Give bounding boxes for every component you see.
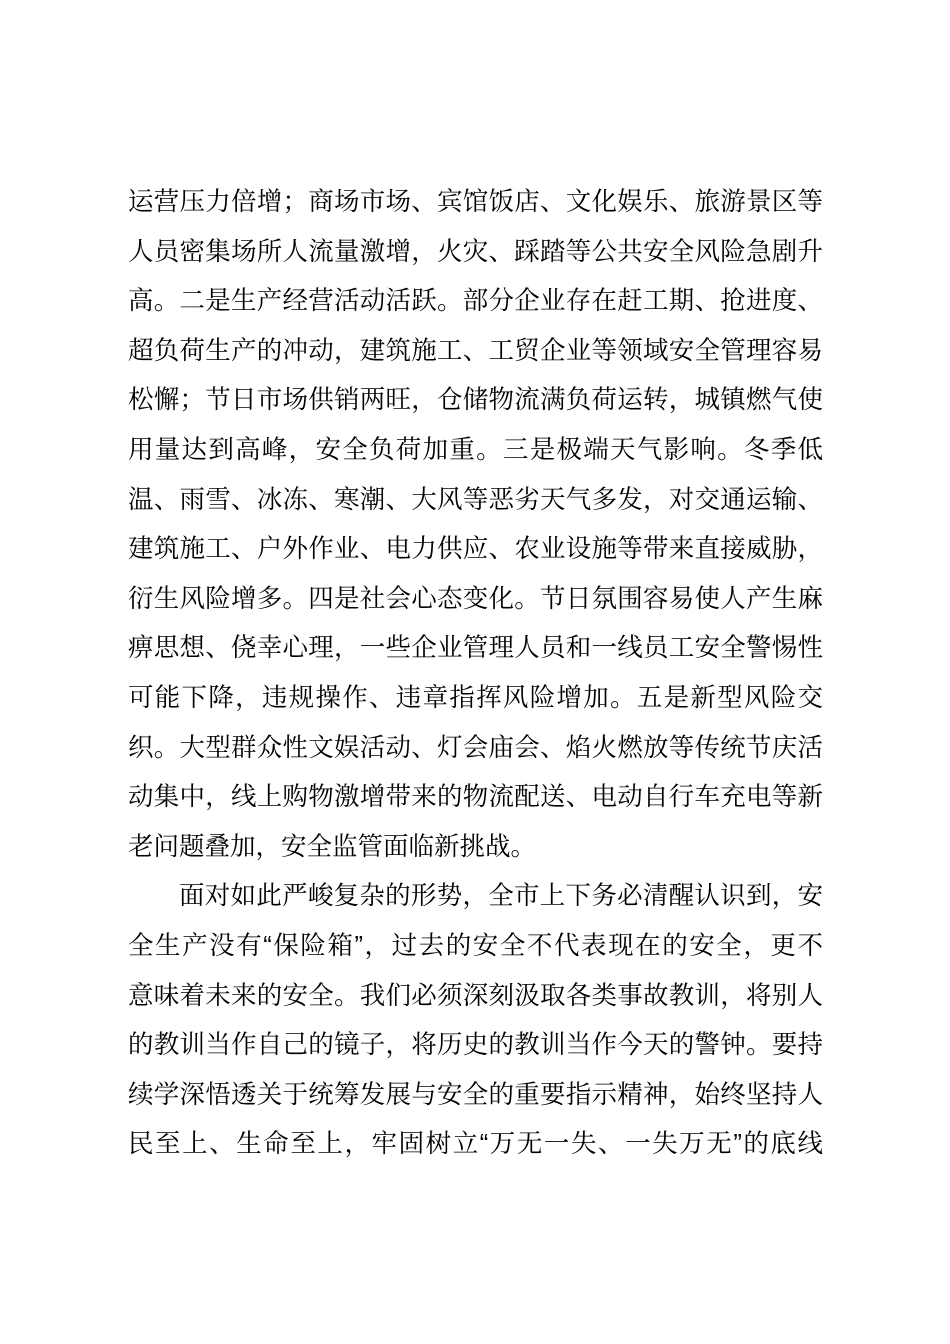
paragraph-conclusion	[128, 872, 823, 1170]
text-line: 全生产没有“保险箱”，过去的安全不代表现在的安全，更不	[128, 931, 823, 960]
text-line: 超负荷生产的冲动，建筑施工、工贸企业等领域安全管理容易	[128, 336, 823, 365]
text-line: 温、雨雪、冰冻、寒潮、大风等恶劣天气多发，对交通运输、	[128, 485, 823, 514]
text-line: 运营压力倍增；商场市场、宾馆饭店、文化娱乐、旅游景区等	[128, 188, 823, 216]
text-line: 意味着未来的安全。我们必须深刻汲取各类事故教训，将别人	[128, 981, 823, 1010]
paragraph-risk-analysis	[128, 178, 823, 872]
text-line: 衍生风险增多。四是社会心态变化。节日氛围容易使人产生麻	[128, 584, 823, 613]
text-line: 高。二是生产经营活动活跃。部分企业存在赶工期、抢进度、	[128, 287, 823, 316]
text-line: 老问题叠加，安全监管面临新挑战。	[128, 832, 537, 861]
text-line: 人员密集场所人流量激增，火灾、踩踏等公共安全风险急剧升	[128, 237, 823, 266]
text-line: 的教训当作自己的镜子，将历史的教训当作今天的警钟。要持	[128, 1031, 823, 1060]
text-line: 面对如此严峻复杂的形势，全市上下务必清醒认识到，安	[179, 882, 823, 911]
text-line: 织。大型群众性文娱活动、灯会庙会、焰火燃放等传统节庆活	[128, 733, 823, 762]
text-line: 民至上、生命至上，牢固树立“万无一失、一失万无”的底线	[128, 1130, 823, 1159]
text-line: 动集中，线上购物激增带来的物流配送、电动自行车充电等新	[128, 783, 823, 812]
text-line: 用量达到高峰，安全负荷加重。三是极端天气影响。冬季低	[128, 435, 823, 464]
text-line: 松懈；节日市场供销两旺，仓储物流满负荷运转，城镇燃气使	[128, 386, 823, 415]
text-line: 痹思想、侥幸心理，一些企业管理人员和一线员工安全警惕性	[128, 634, 823, 663]
text-line: 建筑施工、户外作业、电力供应、农业设施等带来直接威胁，	[128, 535, 823, 564]
text-line: 续学深悟透关于统筹发展与安全的重要指示精神，始终坚持人	[128, 1080, 823, 1109]
text-line: 可能下降，违规操作、违章指挥风险增加。五是新型风险交	[128, 683, 823, 712]
